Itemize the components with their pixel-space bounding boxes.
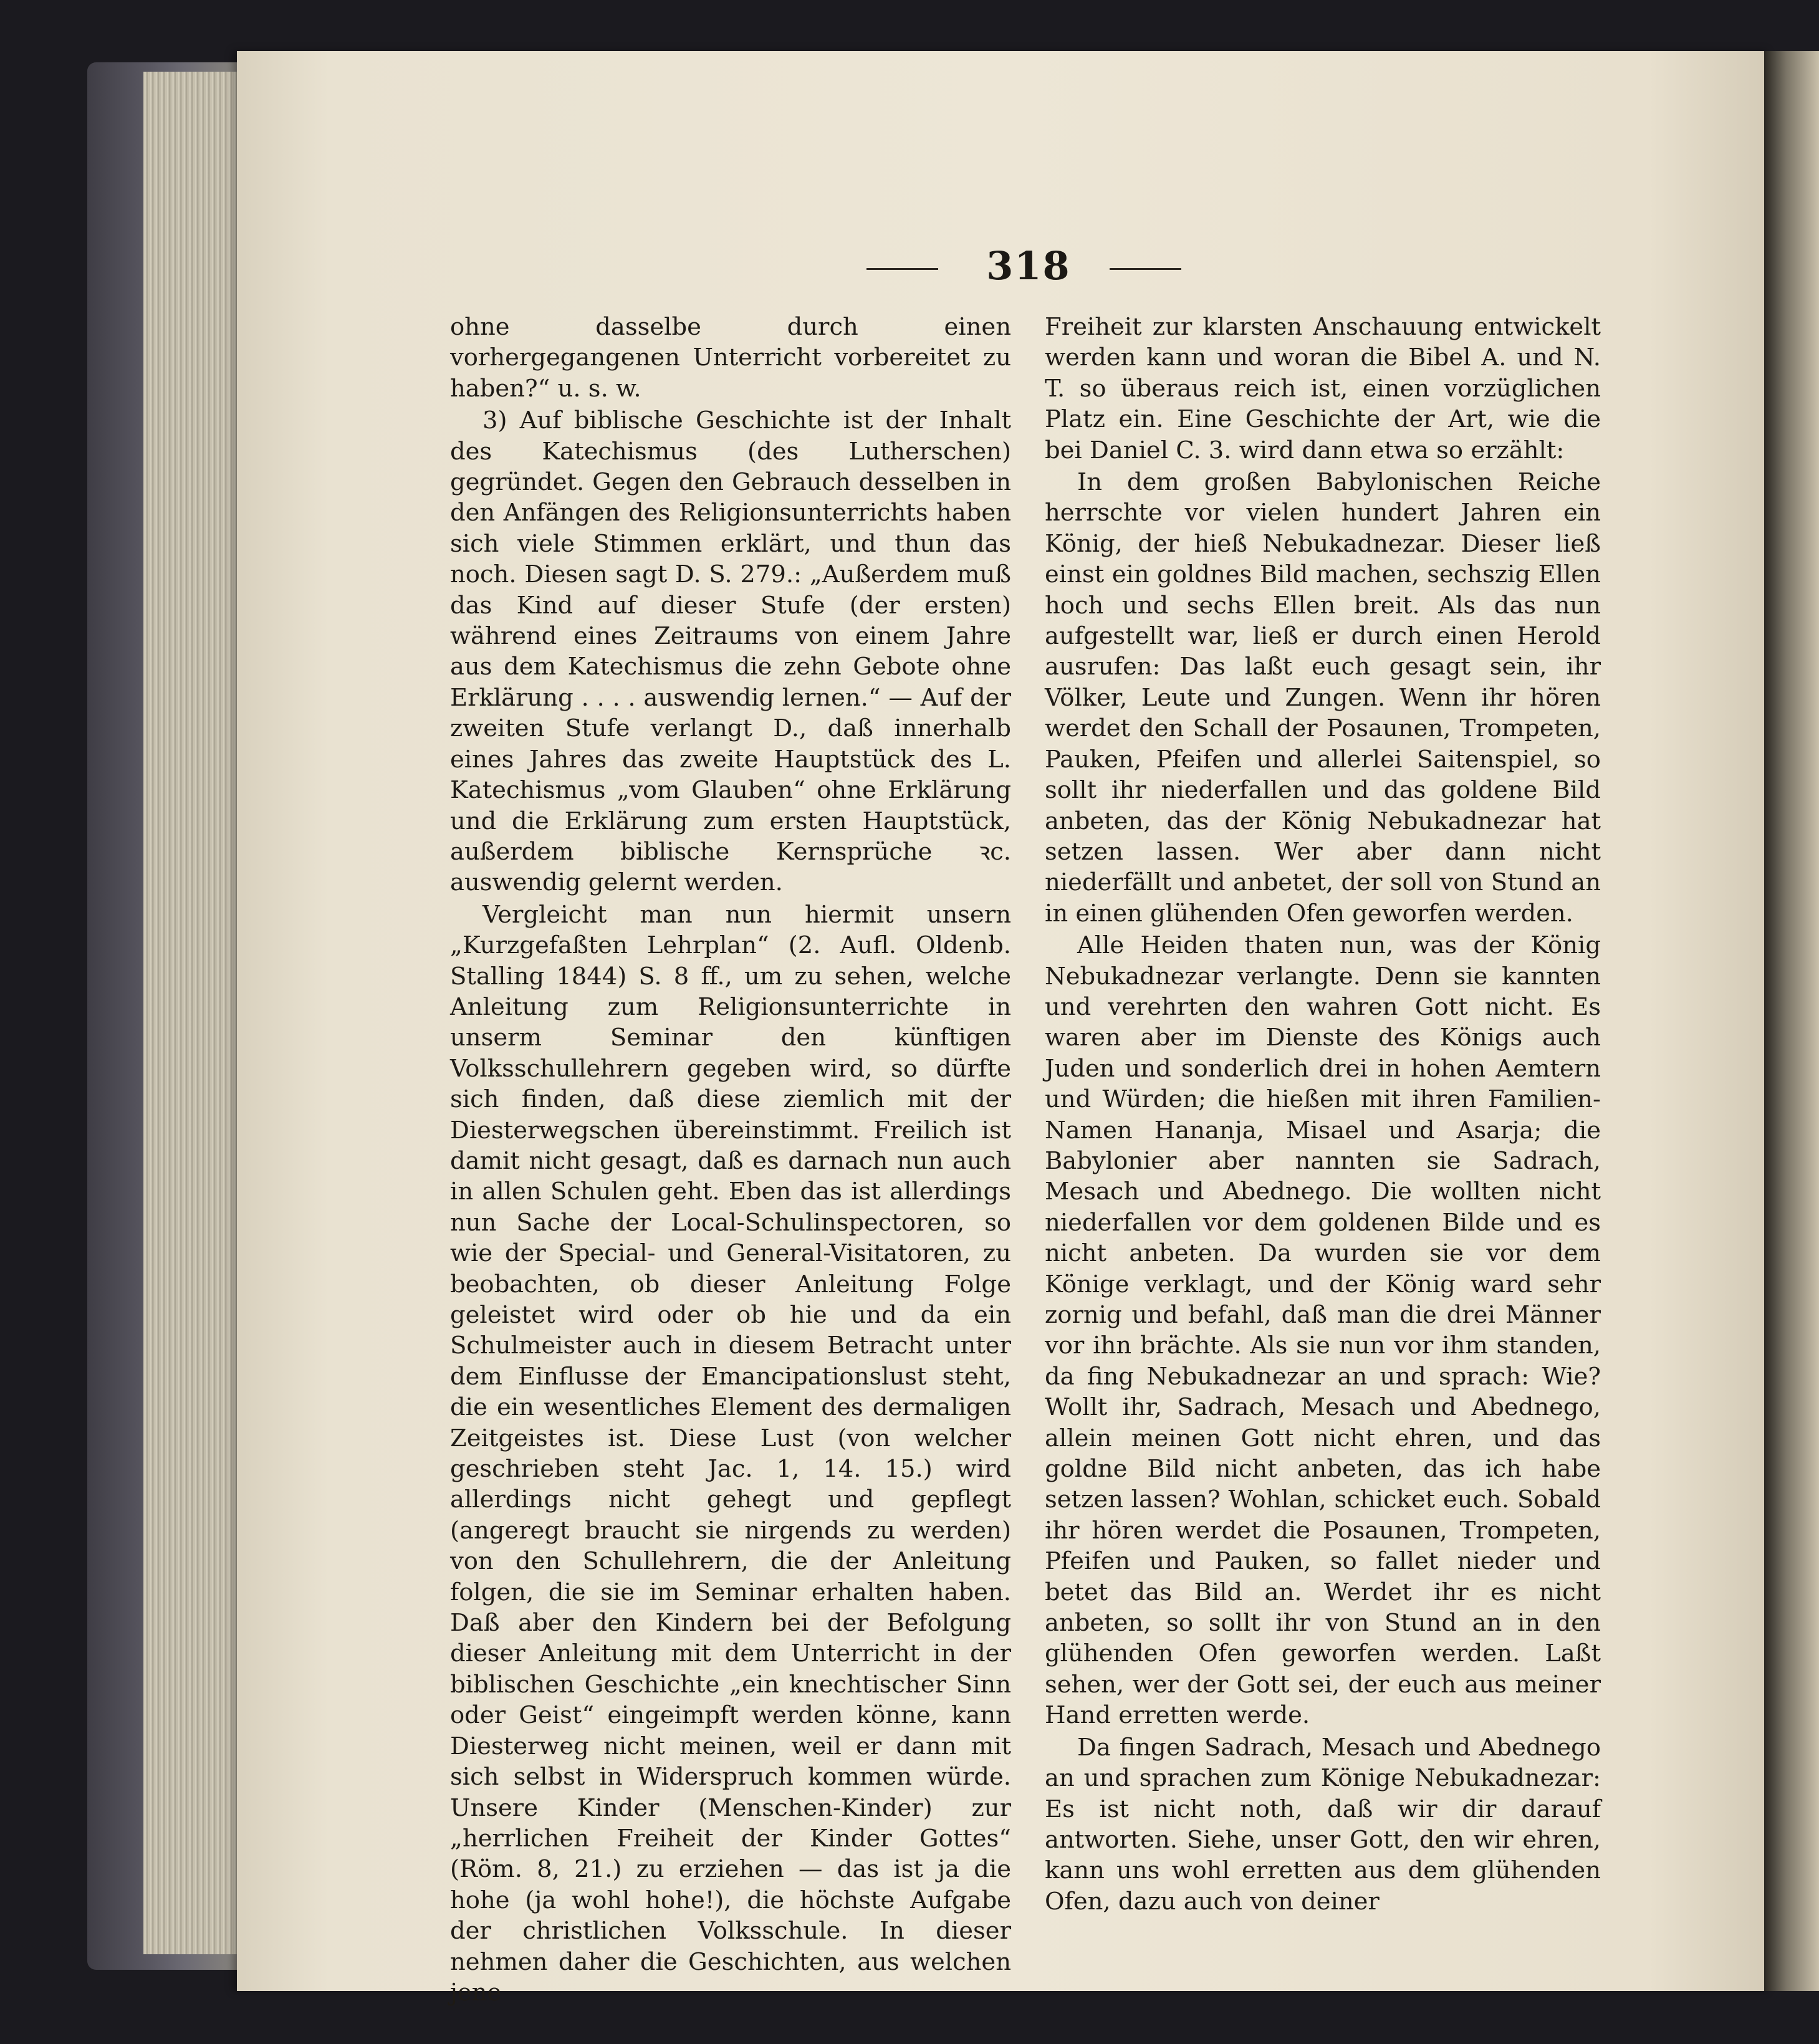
right-text-column [1045, 312, 1601, 1917]
page-header [237, 243, 1770, 287]
paragraph: Freiheit zur klarsten Anschauung entwickelt werden kann und woran die Bibel A. und N. T. so überaus reich ist, einen vorzüglichen Platz ein. Eine Geschichte der Art, wie die bei Daniel C. 3. wird dann etwa so erzählt: [1045, 313, 1601, 464]
paragraph: 3) Auf biblische Geschichte ist der Inhalt des Katechismus (des Lutherschen) gegründet. Gegen den Gebrauch desselben in den Anfängen des Religionsunterrichts haben sich viele Stimmen erklärt, und thun das noch. Diesen sagt D. S. 279.: „Außerdem muß das Kind auf dieser Stufe (der ersten) während eines Zeitraums von einem Jahre aus dem Katechismus die zehn Gebote ohne Erklärung . . . . auswendig lernen.“ — Auf der zweiten Stufe verlangt D., daß innerhalb eines Jahres das zweite Hauptstück des L. Katechismus „vom Glauben“ ohne Erklärung und die Erklärung zum ersten Hauptstück, außerdem biblische Kernsprüche ꝛc. auswendig gelernt werden. [450, 406, 1011, 897]
header-rule-right [1110, 268, 1181, 270]
page-number: 318 [986, 243, 1071, 289]
left-text-column [450, 312, 1011, 2008]
paragraph: ohne dasselbe durch einen vorhergegangenen Unterricht vorbereitet zu haben?“ u. s. w. [450, 313, 1011, 403]
paragraph: Da fingen Sadrach, Mesach und Abednego an und sprachen zum Könige Nebukadnezar: Es ist nicht noth, daß wir dir darauf antworten. Siehe, unser Gott, den wir ehren, kann uns wohl erretten aus dem glühenden Ofen, dazu auch von deiner [1045, 1733, 1601, 1916]
page-stack-edge [143, 72, 243, 1954]
paragraph: In dem großen Babylonischen Reiche herrschte vor vielen hundert Jahren ein König, der hieß Nebukadnezar. Dieser ließ einst ein goldnes Bild machen, sechszig Ellen hoch und sechs Ellen breit. Als das nun aufgestellt war, ließ er durch einen Herold ausrufen: Das laßt euch gesagt sein, ihr Völker, Leute und Zungen. Wenn ihr hören werdet den Schall der Posaunen, Trompeten, Pauken, Pfeifen und allerlei Saitenspiel, so sollt ihr niederfallen und das goldene Bild anbeten, das der König Nebukadnezar hat setzen lassen. Wer aber dann nicht niederfällt und anbetet, der soll von Stund an in einen glühenden Ofen geworfen werden. [1045, 468, 1601, 928]
header-rule-left [866, 268, 938, 270]
paragraph: Vergleicht man nun hiermit unsern „Kurzgefaßten Lehrplan“ (2. Aufl. Oldenb. Stalling 1844) S. 8 ff., um zu sehen, welche Anleitung zum Religionsunterrichte in unserm Seminar den künftigen Volksschullehrern gegeben wird, so dürfte sich finden, daß diese ziemlich mit der Diesterwegschen übereinstimmt. Freilich ist damit nicht gesagt, daß es darnach nun auch in allen Schulen geht. Eben das ist allerdings nun Sache der Local-Schulinspectoren, so wie der Special- und General-Visitatoren, zu beobachten, ob dieser Anleitung Folge geleistet wird oder ob hie und da ein Schulmeister auch in diesem Betracht unter dem Einflusse der Emancipationslust steht, die ein wesentliches Element des dermaligen Zeitgeistes ist. Diese Lust (von welcher geschrieben steht Jac. 1, 14. 15.) wird allerdings nicht gehegt und gepflegt (angeregt braucht sie nirgends zu werden) von den Schullehrern, die der Anleitung folgen, die sie im Seminar erhalten haben. Daß aber den Kindern bei der Befolgung dieser Anleitung mit dem Unterricht in der biblischen Geschichte „ein knechtischer Sinn oder Geist“ eingeimpft werden könne, kann Diesterweg nicht meinen, weil er dann mit sich selbst in Widerspruch kommen würde. Unsere Kinder (Menschen-Kinder) zur „herrlichen Freiheit der Kinder Gottes“ (Röm. 8, 21.) zu erziehen — das ist ja die hohe (ja wohl hohe!), die höchste Aufgabe der christlichen Volksschule. In dieser nehmen daher die Geschichten, aus welchen jene [450, 900, 1011, 2007]
facing-page-edge [1764, 51, 1819, 1991]
paragraph: Alle Heiden thaten nun, was der König Nebukadnezar verlangte. Denn sie kannten und verehrten den wahren Gott nicht. Es waren aber im Dienste des Königs auch Juden und sonderlich drei in hohen Aemtern und Würden; die hießen mit ihren Familien-Namen Hananja, Misael und Asarja; die Babylonier aber nannten sie Sadrach, Mesach und Abednego. Die wollten nicht niederfallen vor dem goldenen Bilde und es nicht anbeten. Da wurden sie vor dem Könige verklagt, und der König ward sehr zornig und befahl, daß man die drei Männer vor ihn brächte. Als sie nun vor ihm standen, da fing Nebukadnezar an und sprach: Wie? Wollt ihr, Sadrach, Mesach und Abednego, allein meinen Gott nicht ehren, und das goldne Bild nicht anbeten, das ich habe setzen lassen? Wohlan, schicket euch. Sobald ihr hören werdet die Posaunen, Trompeten, Pfeifen und Pauken, so fallet nieder und betet das Bild an. Werdet ihr es nicht anbeten, so sollt ihr von Stund an in den glühenden Ofen geworfen werden. Laßt sehen, wer der Gott sei, der euch aus meiner Hand erretten werde. [1045, 931, 1601, 1730]
